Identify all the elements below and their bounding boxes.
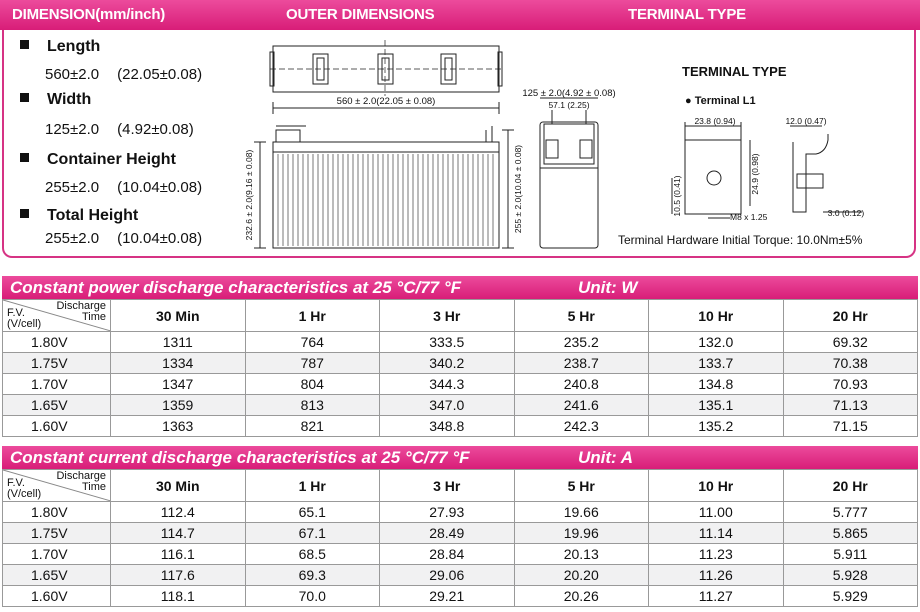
value-cell: 112.4 bbox=[111, 502, 246, 523]
value-cell: 5.777 bbox=[783, 502, 918, 523]
table-row bbox=[3, 416, 918, 437]
container-height-dim-label: 255 ± 2.0(10.04 ± 0.08) bbox=[513, 144, 523, 234]
final-voltage-cell: 1.60V bbox=[3, 586, 111, 607]
column-header: 20 Hr bbox=[783, 470, 918, 502]
value-cell: 133.7 bbox=[649, 353, 784, 374]
bullet-dot-icon: ● bbox=[685, 95, 695, 107]
table-row bbox=[3, 502, 918, 523]
column-header: 5 Hr bbox=[514, 470, 649, 502]
value-cell: 242.3 bbox=[514, 416, 649, 437]
dim-label-container-height: Container Height bbox=[20, 151, 176, 169]
corner-discharge-time: Discharge Time bbox=[56, 300, 106, 323]
terminal-bolt-label: M8 x 1.25 bbox=[730, 212, 768, 222]
front-view-ribs bbox=[278, 154, 493, 246]
value-cell: 71.15 bbox=[783, 416, 918, 437]
value-cell: 28.84 bbox=[380, 544, 515, 565]
table-row bbox=[3, 353, 918, 374]
final-voltage-cell: 1.60V bbox=[3, 416, 111, 437]
value-cell: 804 bbox=[245, 374, 380, 395]
value-cell: 71.13 bbox=[783, 395, 918, 416]
value-cell: 764 bbox=[245, 332, 380, 353]
table-corner-cell bbox=[3, 470, 111, 502]
header-bar bbox=[0, 0, 920, 30]
final-voltage-cell: 1.80V bbox=[3, 502, 111, 523]
value-cell: 20.13 bbox=[514, 544, 649, 565]
final-voltage-cell: 1.65V bbox=[3, 565, 111, 586]
current-table-unit: Unit: A bbox=[578, 448, 634, 467]
table-corner-cell bbox=[3, 300, 111, 332]
dim-value-container-height: 255±2.0 (10.04±0.08) bbox=[45, 179, 203, 196]
final-voltage-cell: 1.65V bbox=[3, 395, 111, 416]
dim-value-width: 125±2.0 (4.92±0.08) bbox=[45, 121, 194, 138]
value-cell: 19.96 bbox=[514, 523, 649, 544]
value-cell: 114.7 bbox=[111, 523, 246, 544]
bullet-icon bbox=[20, 40, 29, 49]
table-row bbox=[3, 395, 918, 416]
value-cell: 1334 bbox=[111, 353, 246, 374]
column-header: 10 Hr bbox=[649, 300, 784, 332]
terminal-type-title: TERMINAL TYPE bbox=[628, 6, 746, 23]
value-cell: 117.6 bbox=[111, 565, 246, 586]
terminal-hole-label: 10.5 (0.41) bbox=[672, 175, 682, 217]
table-header-row bbox=[3, 470, 918, 502]
dimension-title: DIMENSION(mm/inch) bbox=[12, 6, 166, 23]
dim-value-total-height: 255±2.0 (10.04±0.08) bbox=[45, 230, 203, 247]
terminal-width-label: 23.8 (0.94) bbox=[694, 116, 736, 126]
final-voltage-cell: 1.75V bbox=[3, 353, 111, 374]
value-cell: 29.06 bbox=[380, 565, 515, 586]
value-cell: 68.5 bbox=[245, 544, 380, 565]
value-cell: 235.2 bbox=[514, 332, 649, 353]
column-header: 1 Hr bbox=[245, 470, 380, 502]
value-cell: 1311 bbox=[111, 332, 246, 353]
current-table-title: Constant current discharge characteristics at 25 °C/77 °F bbox=[10, 448, 470, 467]
value-cell: 19.66 bbox=[514, 502, 649, 523]
current-discharge-table bbox=[2, 469, 918, 607]
terminal-heading: TERMINAL TYPE bbox=[682, 64, 787, 79]
dim-label-total-height: Total Height bbox=[20, 207, 138, 225]
top-view-outline bbox=[270, 40, 502, 96]
total-height-dim-label: 232.6 ± 2.0(9.16 ± 0.08) bbox=[244, 149, 254, 241]
column-header: 3 Hr bbox=[380, 470, 515, 502]
value-cell: 67.1 bbox=[245, 523, 380, 544]
final-voltage-cell: 1.70V bbox=[3, 544, 111, 565]
outer-dimensions-title: OUTER DIMENSIONS bbox=[286, 6, 435, 23]
side-dim-label: 57.1 (2.25) bbox=[548, 100, 590, 110]
width-dim-label: 125 ± 2.0(4.92 ± 0.08) bbox=[522, 88, 616, 99]
value-cell: 238.7 bbox=[514, 353, 649, 374]
value-cell: 65.1 bbox=[245, 502, 380, 523]
dim-label-length: Length bbox=[20, 38, 100, 56]
value-cell: 70.0 bbox=[245, 586, 380, 607]
table-row bbox=[3, 332, 918, 353]
value-cell: 787 bbox=[245, 353, 380, 374]
final-voltage-cell: 1.75V bbox=[3, 523, 111, 544]
value-cell: 1359 bbox=[111, 395, 246, 416]
value-cell: 813 bbox=[245, 395, 380, 416]
outer-dimensions-drawing bbox=[240, 38, 625, 254]
column-header: 5 Hr bbox=[514, 300, 649, 332]
value-cell: 241.6 bbox=[514, 395, 649, 416]
value-cell: 1347 bbox=[111, 374, 246, 395]
terminal-drawing bbox=[650, 112, 900, 224]
value-cell: 348.8 bbox=[380, 416, 515, 437]
table-row bbox=[3, 565, 918, 586]
side-view-outline bbox=[540, 98, 598, 248]
value-cell: 5.911 bbox=[783, 544, 918, 565]
value-cell: 240.8 bbox=[514, 374, 649, 395]
value-cell: 27.93 bbox=[380, 502, 515, 523]
value-cell: 28.49 bbox=[380, 523, 515, 544]
value-cell: 5.865 bbox=[783, 523, 918, 544]
value-cell: 5.928 bbox=[783, 565, 918, 586]
corner-discharge-time: Discharge Time bbox=[56, 470, 106, 493]
value-cell: 29.21 bbox=[380, 586, 515, 607]
bullet-icon bbox=[20, 209, 29, 218]
bullet-icon bbox=[20, 153, 29, 162]
value-cell: 132.0 bbox=[649, 332, 784, 353]
front-view-outline bbox=[273, 126, 499, 248]
column-header: 20 Hr bbox=[783, 300, 918, 332]
dim-label-width: Width bbox=[20, 91, 91, 109]
value-cell: 11.00 bbox=[649, 502, 784, 523]
terminal-foot-label: 3.0 (0.12) bbox=[827, 208, 865, 218]
column-header: 3 Hr bbox=[380, 300, 515, 332]
value-cell: 20.20 bbox=[514, 565, 649, 586]
corner-final-voltage: F.V. (V/cell) bbox=[7, 477, 42, 500]
value-cell: 69.3 bbox=[245, 565, 380, 586]
value-cell: 135.2 bbox=[649, 416, 784, 437]
current-table-title-bar bbox=[2, 446, 918, 469]
corner-final-voltage: F.V. (V/cell) bbox=[7, 307, 42, 330]
terminal-thickness-label: 12.0 (0.47) bbox=[785, 116, 827, 126]
value-cell: 5.929 bbox=[783, 586, 918, 607]
column-header: 10 Hr bbox=[649, 470, 784, 502]
table-row bbox=[3, 544, 918, 565]
value-cell: 20.26 bbox=[514, 586, 649, 607]
power-table-unit: Unit: W bbox=[578, 278, 638, 297]
dim-value-length: 560±2.0 (22.05±0.08) bbox=[45, 66, 203, 83]
value-cell: 344.3 bbox=[380, 374, 515, 395]
column-header: 1 Hr bbox=[245, 300, 380, 332]
value-cell: 70.93 bbox=[783, 374, 918, 395]
value-cell: 70.38 bbox=[783, 353, 918, 374]
column-header: 30 Min bbox=[111, 470, 246, 502]
value-cell: 11.27 bbox=[649, 586, 784, 607]
final-voltage-cell: 1.70V bbox=[3, 374, 111, 395]
table-header-row bbox=[3, 300, 918, 332]
value-cell: 333.5 bbox=[380, 332, 515, 353]
table-row bbox=[3, 586, 918, 607]
value-cell: 347.0 bbox=[380, 395, 515, 416]
value-cell: 69.32 bbox=[783, 332, 918, 353]
value-cell: 116.1 bbox=[111, 544, 246, 565]
column-header: 30 Min bbox=[111, 300, 246, 332]
value-cell: 11.23 bbox=[649, 544, 784, 565]
power-discharge-table bbox=[2, 299, 918, 437]
value-cell: 340.2 bbox=[380, 353, 515, 374]
table-row bbox=[3, 523, 918, 544]
table-row bbox=[3, 374, 918, 395]
bullet-icon bbox=[20, 93, 29, 102]
length-dim-label: 560 ± 2.0(22.05 ± 0.08) bbox=[336, 96, 436, 107]
power-table-title-bar bbox=[2, 276, 918, 299]
value-cell: 1363 bbox=[111, 416, 246, 437]
final-voltage-cell: 1.80V bbox=[3, 332, 111, 353]
terminal-name: ● Terminal L1 bbox=[685, 95, 756, 107]
value-cell: 118.1 bbox=[111, 586, 246, 607]
value-cell: 821 bbox=[245, 416, 380, 437]
value-cell: 11.14 bbox=[649, 523, 784, 544]
power-table-title: Constant power discharge characteristics at 25 °C/77 °F bbox=[10, 278, 462, 297]
terminal-torque-note: Terminal Hardware Initial Torque: 10.0Nm±5% bbox=[618, 233, 863, 247]
value-cell: 135.1 bbox=[649, 395, 784, 416]
terminal-height-label: 24.9 (0.98) bbox=[750, 153, 760, 195]
value-cell: 11.26 bbox=[649, 565, 784, 586]
value-cell: 134.8 bbox=[649, 374, 784, 395]
